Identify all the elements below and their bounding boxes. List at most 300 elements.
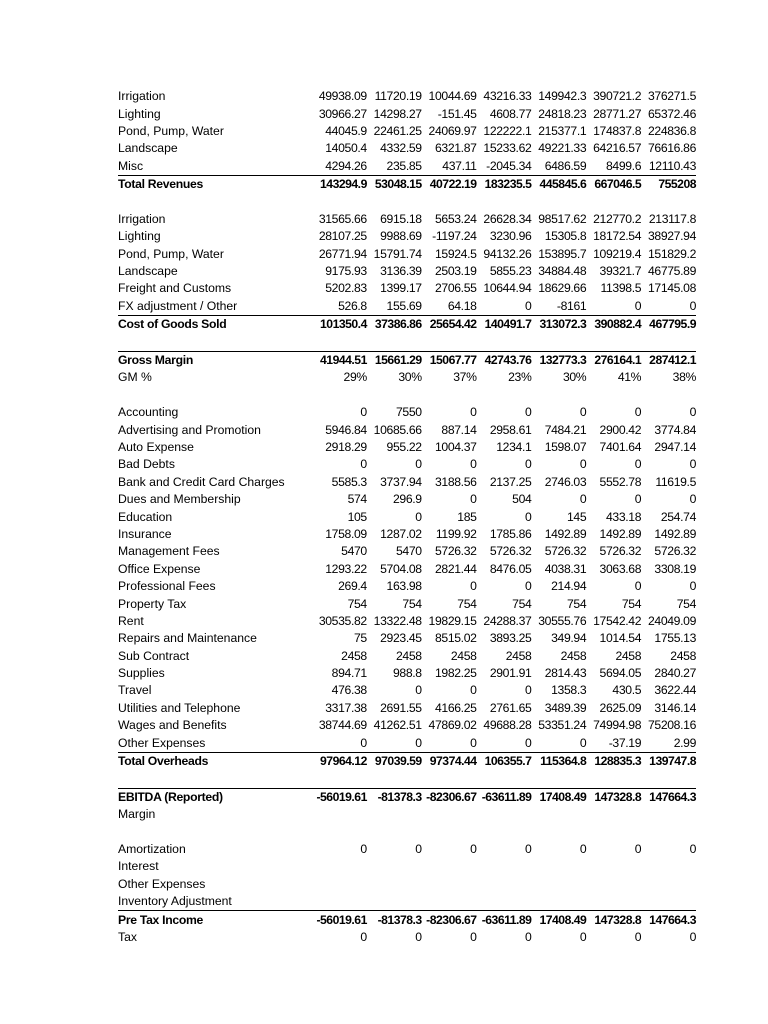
value-cell: 17408.49 bbox=[531, 788, 586, 806]
value-cell: 1982.25 bbox=[434, 666, 477, 681]
value-cell bbox=[367, 876, 422, 893]
table-row bbox=[118, 613, 696, 630]
value-cell: -2045.34 bbox=[486, 158, 532, 173]
row-label: Rent bbox=[118, 613, 144, 628]
row-label: Landscape bbox=[118, 264, 178, 279]
value-cell: 2814.43 bbox=[544, 666, 587, 681]
value-cell: 2691.55 bbox=[380, 700, 422, 715]
value-cell: 2840.27 bbox=[654, 666, 697, 681]
value-cell: 2458 bbox=[450, 648, 477, 663]
value-cell: 30966.27 bbox=[318, 106, 367, 121]
value-cell: 0 bbox=[634, 298, 642, 313]
value-cell: 0 bbox=[634, 457, 642, 472]
value-cell bbox=[312, 858, 367, 875]
value-cell: 15791.74 bbox=[373, 246, 422, 261]
value-cell: -8161 bbox=[556, 298, 587, 313]
value-cell: 145 bbox=[567, 509, 587, 524]
value-cell: 30% bbox=[562, 370, 587, 385]
value-cell: 0 bbox=[689, 298, 697, 313]
row-label: Freight and Customs bbox=[118, 281, 232, 296]
value-cell: 2458 bbox=[560, 648, 587, 663]
value-cell: 0 bbox=[360, 929, 367, 944]
value-cell bbox=[531, 893, 586, 911]
value-cell: 3622.44 bbox=[654, 683, 697, 698]
value-cell: 37% bbox=[453, 370, 477, 385]
table-row bbox=[118, 561, 696, 578]
value-cell: 504 bbox=[512, 492, 532, 507]
value-cell: 3893.25 bbox=[489, 631, 532, 646]
value-cell: 2947.14 bbox=[654, 440, 697, 454]
value-cell: 30% bbox=[398, 370, 422, 385]
value-cell bbox=[531, 806, 586, 823]
value-cell: 5726.32 bbox=[599, 544, 642, 559]
value-cell: 2458 bbox=[670, 648, 697, 663]
value-cell: 28107.25 bbox=[318, 229, 367, 244]
row-label: Lighting bbox=[118, 106, 161, 121]
value-cell: 3136.39 bbox=[380, 264, 422, 279]
value-cell: 254.74 bbox=[660, 509, 697, 524]
row-label: Education bbox=[118, 509, 173, 524]
value-cell: 0 bbox=[470, 405, 477, 420]
value-cell: 0 bbox=[579, 457, 587, 472]
table-row bbox=[118, 893, 696, 911]
value-cell: 29% bbox=[343, 370, 367, 385]
income-statement-table bbox=[118, 88, 696, 946]
value-cell: 24818.23 bbox=[538, 106, 587, 121]
value-cell: 1399.17 bbox=[380, 281, 422, 296]
value-cell: 10644.94 bbox=[483, 281, 532, 296]
table-row bbox=[118, 806, 696, 823]
value-cell: 9175.93 bbox=[325, 264, 367, 279]
value-cell: 5694.05 bbox=[599, 666, 642, 681]
table-row bbox=[118, 578, 696, 595]
row-label: Bad Debts bbox=[118, 457, 175, 472]
table-row bbox=[118, 88, 696, 105]
value-cell bbox=[422, 858, 477, 875]
value-cell: 0 bbox=[579, 841, 587, 856]
value-cell: 0 bbox=[360, 841, 367, 856]
value-cell: 0 bbox=[634, 405, 642, 420]
row-label: Pond, Pump, Water bbox=[118, 246, 224, 261]
table-row bbox=[118, 421, 696, 438]
row-label: Pre Tax Income bbox=[118, 911, 312, 929]
value-cell: 574 bbox=[347, 492, 367, 507]
value-cell: 4294.26 bbox=[325, 158, 367, 173]
table-row bbox=[118, 140, 696, 157]
value-cell: -82306.67 bbox=[422, 788, 477, 806]
value-cell: 2918.29 bbox=[325, 440, 367, 454]
value-cell: 0 bbox=[415, 509, 422, 524]
value-cell: 755208 bbox=[641, 175, 696, 193]
spacer-row bbox=[118, 333, 696, 351]
value-cell: 2746.03 bbox=[544, 474, 587, 489]
value-cell: 0 bbox=[579, 405, 587, 420]
value-cell: 667046.5 bbox=[586, 175, 641, 193]
value-cell bbox=[367, 806, 422, 823]
value-cell: 94132.26 bbox=[483, 246, 532, 261]
value-cell: 0 bbox=[525, 579, 532, 594]
table-row bbox=[118, 682, 696, 699]
spacer-cell bbox=[118, 333, 696, 351]
value-cell: 15067.77 bbox=[422, 351, 477, 369]
value-cell: 22461.25 bbox=[373, 123, 422, 138]
value-cell bbox=[641, 876, 696, 893]
value-cell: 0 bbox=[634, 492, 642, 507]
value-cell: 0 bbox=[689, 579, 697, 594]
value-cell: 65372.46 bbox=[647, 106, 697, 121]
value-cell: 212770.2 bbox=[593, 211, 642, 226]
value-cell: 0 bbox=[470, 929, 477, 944]
value-cell: -151.45 bbox=[437, 106, 477, 121]
value-cell: 5946.84 bbox=[325, 422, 367, 437]
value-cell: 0 bbox=[415, 735, 422, 750]
value-cell: 38% bbox=[672, 370, 697, 385]
value-cell: 213117.8 bbox=[648, 211, 697, 226]
table-row bbox=[118, 263, 696, 280]
row-label: Amortization bbox=[118, 841, 186, 856]
value-cell: 0 bbox=[525, 841, 532, 856]
value-cell: 13322.48 bbox=[373, 613, 422, 628]
value-cell: 17408.49 bbox=[531, 911, 586, 929]
value-cell: 4608.77 bbox=[489, 106, 532, 121]
row-label: Other Expenses bbox=[118, 876, 206, 891]
value-cell: 147664.3 bbox=[641, 788, 696, 806]
value-cell: 49938.09 bbox=[318, 89, 367, 104]
value-cell: 47869.02 bbox=[428, 718, 477, 733]
row-label: Dues and Membership bbox=[118, 492, 241, 507]
value-cell: 3230.96 bbox=[489, 229, 532, 244]
value-cell: 30555.76 bbox=[538, 613, 587, 628]
value-cell: 11619.5 bbox=[655, 474, 697, 489]
value-cell: 43216.33 bbox=[483, 89, 532, 104]
value-cell: 1492.89 bbox=[544, 526, 587, 541]
value-cell: 2625.09 bbox=[599, 700, 642, 715]
value-cell: 23% bbox=[508, 370, 532, 385]
value-cell: 0 bbox=[525, 457, 532, 472]
table-row bbox=[118, 491, 696, 508]
total-row bbox=[118, 788, 696, 806]
value-cell: 25654.42 bbox=[422, 316, 477, 334]
table-row bbox=[118, 105, 696, 122]
total-row bbox=[118, 316, 696, 334]
value-cell: 214.94 bbox=[551, 579, 587, 594]
row-label: Sub Contract bbox=[118, 648, 190, 663]
table-row bbox=[118, 298, 696, 316]
value-cell: -56019.61 bbox=[312, 911, 367, 929]
row-label: Total Overheads bbox=[118, 752, 312, 770]
value-cell: 1293.22 bbox=[325, 561, 367, 576]
value-cell: 2821.44 bbox=[434, 561, 477, 576]
value-cell: 5202.83 bbox=[325, 281, 367, 296]
value-cell: 2503.19 bbox=[434, 264, 477, 279]
value-cell: 98517.62 bbox=[538, 211, 587, 226]
value-cell: 140491.7 bbox=[477, 316, 532, 334]
value-cell: 1598.07 bbox=[544, 440, 587, 454]
value-cell: 75 bbox=[354, 631, 367, 646]
table-row bbox=[118, 508, 696, 525]
table-row bbox=[118, 123, 696, 140]
value-cell: 988.8 bbox=[392, 666, 422, 681]
value-cell: 390882.4 bbox=[586, 316, 641, 334]
value-cell: 0 bbox=[525, 509, 532, 524]
value-cell: 1492.89 bbox=[599, 526, 642, 541]
table-row bbox=[118, 543, 696, 560]
value-cell: 0 bbox=[470, 841, 477, 856]
row-label: Landscape bbox=[118, 141, 178, 156]
row-label: Accounting bbox=[118, 405, 179, 420]
value-cell: 24288.37 bbox=[483, 613, 532, 628]
value-cell: 1014.54 bbox=[599, 631, 642, 646]
value-cell: 1755.13 bbox=[654, 631, 697, 646]
value-cell bbox=[586, 876, 641, 893]
value-cell: 437.11 bbox=[442, 158, 477, 173]
row-label: Office Expense bbox=[118, 561, 201, 576]
value-cell: 0 bbox=[470, 457, 477, 472]
value-cell: 955.22 bbox=[386, 440, 422, 454]
value-cell: -63611.89 bbox=[477, 788, 532, 806]
value-cell bbox=[367, 858, 422, 875]
value-cell bbox=[641, 858, 696, 875]
value-cell: 467795.9 bbox=[641, 316, 696, 334]
value-cell: 9988.69 bbox=[380, 229, 422, 244]
value-cell: 2900.42 bbox=[599, 422, 642, 437]
value-cell: 0 bbox=[689, 929, 697, 944]
spacer-cell bbox=[118, 193, 696, 210]
value-cell: 2458 bbox=[396, 648, 422, 663]
row-label: Utilities and Telephone bbox=[118, 700, 241, 715]
value-cell: 754 bbox=[567, 596, 587, 611]
value-cell: 1287.02 bbox=[380, 526, 422, 541]
value-cell: 2458 bbox=[615, 648, 642, 663]
value-cell: -82306.67 bbox=[422, 911, 477, 929]
row-label: Total Revenues bbox=[118, 175, 312, 193]
value-cell bbox=[586, 858, 641, 875]
value-cell: 41% bbox=[617, 370, 642, 385]
value-cell: 2958.61 bbox=[489, 422, 532, 437]
value-cell: 5470 bbox=[341, 544, 367, 559]
value-cell: 3188.56 bbox=[434, 474, 477, 489]
row-label: Irrigation bbox=[118, 89, 166, 104]
table-row bbox=[118, 700, 696, 717]
value-cell: 147328.8 bbox=[586, 911, 641, 929]
value-cell: 26771.94 bbox=[318, 246, 367, 261]
value-cell: 0 bbox=[525, 735, 532, 750]
value-cell: 37386.86 bbox=[367, 316, 422, 334]
value-cell: 2923.45 bbox=[380, 631, 422, 646]
value-cell: 15233.62 bbox=[483, 141, 532, 156]
value-cell: 0 bbox=[579, 492, 587, 507]
value-cell: 28771.27 bbox=[593, 106, 642, 121]
row-label: Lighting bbox=[118, 229, 161, 244]
value-cell: 53351.24 bbox=[538, 718, 587, 733]
value-cell: 24069.97 bbox=[428, 123, 477, 138]
value-cell: 894.71 bbox=[331, 666, 367, 681]
value-cell: 19829.15 bbox=[428, 613, 477, 628]
value-cell: 14050.4 bbox=[325, 141, 367, 156]
value-cell: 887.14 bbox=[441, 422, 477, 437]
value-cell: 1358.3 bbox=[551, 683, 587, 698]
value-cell bbox=[422, 876, 477, 893]
spacer-row bbox=[118, 770, 696, 788]
value-cell: 15305.8 bbox=[544, 229, 587, 244]
row-label: Supplies bbox=[118, 666, 165, 681]
value-cell bbox=[367, 893, 422, 911]
income-statement bbox=[118, 88, 696, 946]
value-cell: 18172.54 bbox=[593, 229, 642, 244]
value-cell bbox=[422, 806, 477, 823]
value-cell: 390721.2 bbox=[593, 89, 642, 104]
value-cell: 2706.55 bbox=[434, 281, 477, 296]
row-label: Interest bbox=[118, 859, 159, 874]
value-cell: 49688.28 bbox=[483, 718, 532, 733]
value-cell: 1234.1 bbox=[496, 440, 532, 454]
value-cell: 153895.7 bbox=[538, 246, 587, 261]
table-row bbox=[118, 929, 696, 946]
value-cell: 143294.9 bbox=[312, 175, 367, 193]
table-body bbox=[118, 88, 696, 946]
value-cell: 147328.8 bbox=[586, 788, 641, 806]
table-row bbox=[118, 280, 696, 297]
value-cell: 14298.27 bbox=[373, 106, 422, 121]
value-cell: 0 bbox=[579, 735, 587, 750]
row-label: GM % bbox=[118, 370, 152, 385]
table-row bbox=[118, 211, 696, 228]
value-cell: 8499.6 bbox=[605, 158, 642, 173]
table-row bbox=[118, 734, 696, 752]
value-cell: 97039.59 bbox=[367, 752, 422, 770]
spacer-cell bbox=[118, 823, 696, 840]
value-cell: 109219.4 bbox=[593, 246, 642, 261]
value-cell: 30535.82 bbox=[318, 613, 367, 628]
value-cell: 0 bbox=[360, 735, 367, 750]
value-cell: 3063.68 bbox=[599, 561, 642, 576]
value-cell: 7550 bbox=[396, 405, 422, 420]
row-label: Insurance bbox=[118, 526, 172, 541]
value-cell: 4332.59 bbox=[380, 141, 422, 156]
value-cell bbox=[312, 893, 367, 911]
value-cell: 46775.89 bbox=[647, 264, 697, 279]
value-cell: 0 bbox=[689, 841, 697, 856]
value-cell: 0 bbox=[689, 492, 697, 507]
value-cell: 754 bbox=[347, 596, 367, 611]
value-cell bbox=[312, 806, 367, 823]
value-cell: 75208.16 bbox=[647, 718, 697, 733]
value-cell: 18629.66 bbox=[538, 281, 587, 296]
value-cell: 5726.32 bbox=[434, 544, 477, 559]
spacer-row bbox=[118, 387, 696, 404]
row-label: Wages and Benefits bbox=[118, 718, 227, 733]
value-cell: 10685.66 bbox=[373, 422, 422, 437]
value-cell: 185 bbox=[457, 509, 477, 524]
value-cell: 3737.94 bbox=[380, 474, 422, 489]
value-cell: 34884.48 bbox=[538, 264, 587, 279]
table-row bbox=[118, 158, 696, 176]
value-cell: 15661.29 bbox=[367, 351, 422, 369]
value-cell: 0 bbox=[525, 405, 532, 420]
row-label: Other Expenses bbox=[118, 735, 206, 750]
value-cell: 224836.8 bbox=[647, 123, 697, 138]
value-cell: 101350.4 bbox=[312, 316, 367, 334]
value-cell: 2901.91 bbox=[489, 666, 532, 681]
row-label: Cost of Goods Sold bbox=[118, 316, 312, 334]
table-row bbox=[118, 717, 696, 734]
value-cell: 38927.94 bbox=[647, 229, 697, 244]
value-cell: 11398.5 bbox=[600, 281, 642, 296]
value-cell: 754 bbox=[402, 596, 422, 611]
value-cell: 149942.3 bbox=[538, 89, 587, 104]
value-cell: 7484.21 bbox=[544, 422, 587, 437]
value-cell: 24049.09 bbox=[647, 613, 697, 628]
value-cell: 115364.8 bbox=[531, 752, 586, 770]
value-cell: 10044.69 bbox=[428, 89, 477, 104]
value-cell: 0 bbox=[634, 841, 642, 856]
value-cell: 0 bbox=[360, 405, 367, 420]
value-cell: 0 bbox=[689, 457, 697, 472]
value-cell: 0 bbox=[689, 405, 697, 420]
value-cell: 53048.15 bbox=[367, 175, 422, 193]
value-cell: 6915.18 bbox=[380, 211, 422, 226]
value-cell bbox=[586, 806, 641, 823]
value-cell bbox=[641, 893, 696, 911]
spacer-cell bbox=[118, 387, 696, 404]
value-cell: 235.85 bbox=[386, 158, 422, 173]
row-label: Management Fees bbox=[118, 544, 220, 559]
value-cell: 41262.51 bbox=[373, 718, 422, 733]
table-row bbox=[118, 858, 696, 875]
value-cell bbox=[586, 893, 641, 911]
value-cell: 41944.51 bbox=[312, 351, 367, 369]
value-cell: 139747.8 bbox=[641, 752, 696, 770]
value-cell: 5726.32 bbox=[654, 544, 697, 559]
value-cell: 97374.44 bbox=[422, 752, 477, 770]
table-row bbox=[118, 439, 696, 456]
value-cell: 5855.23 bbox=[489, 264, 532, 279]
value-cell: 5585.3 bbox=[331, 474, 367, 489]
row-label: Margin bbox=[118, 807, 156, 822]
value-cell: 1785.86 bbox=[489, 526, 532, 541]
row-label: Misc bbox=[118, 158, 144, 173]
value-cell: 106355.7 bbox=[477, 752, 532, 770]
value-cell: 174837.8 bbox=[593, 123, 642, 138]
row-label: Bank and Credit Card Charges bbox=[118, 474, 285, 489]
value-cell: 1492.89 bbox=[654, 526, 697, 541]
row-label: Irrigation bbox=[118, 211, 166, 226]
value-cell: 0 bbox=[415, 683, 422, 698]
value-cell: 0 bbox=[360, 457, 367, 472]
value-cell: 5470 bbox=[396, 544, 422, 559]
row-label: Inventory Adjustment bbox=[118, 894, 232, 909]
value-cell: 754 bbox=[676, 596, 697, 611]
row-label: FX adjustment / Other bbox=[118, 298, 238, 313]
table-row bbox=[118, 876, 696, 893]
value-cell: 476.38 bbox=[331, 683, 367, 698]
value-cell: 17542.42 bbox=[593, 613, 642, 628]
value-cell: 433.18 bbox=[605, 509, 642, 524]
value-cell bbox=[422, 893, 477, 911]
value-cell bbox=[312, 876, 367, 893]
value-cell: 128835.3 bbox=[586, 752, 641, 770]
value-cell: 0 bbox=[415, 929, 422, 944]
value-cell: 0 bbox=[525, 929, 532, 944]
row-label: Auto Expense bbox=[118, 440, 194, 454]
value-cell: 147664.3 bbox=[641, 911, 696, 929]
value-cell: 5726.32 bbox=[489, 544, 532, 559]
table-row bbox=[118, 630, 696, 647]
value-cell: 526.8 bbox=[338, 298, 367, 313]
value-cell: 12110.43 bbox=[648, 158, 697, 173]
value-cell bbox=[531, 858, 586, 875]
table-row bbox=[118, 404, 696, 421]
